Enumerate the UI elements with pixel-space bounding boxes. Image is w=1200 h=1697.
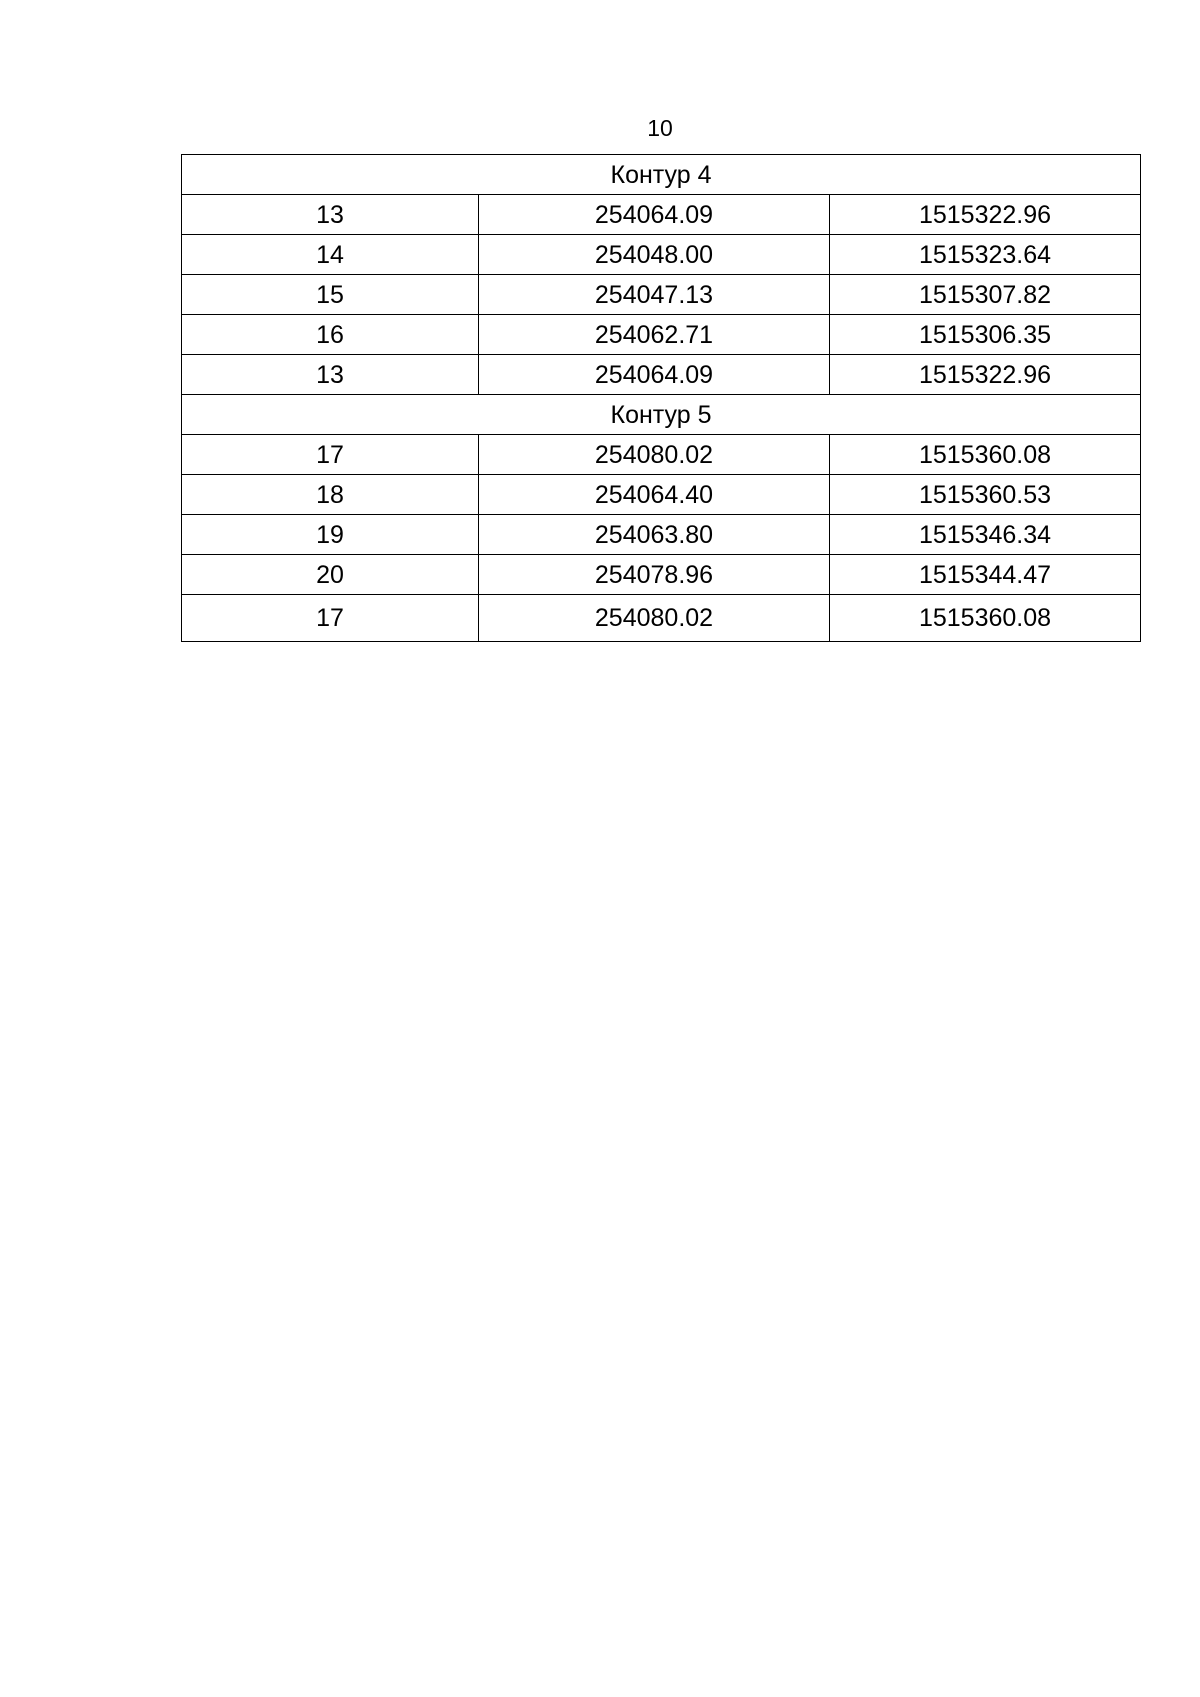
y-coordinate-cell: 1515360.08 — [830, 435, 1141, 475]
y-coordinate-cell: 1515344.47 — [830, 555, 1141, 595]
x-coordinate-cell: 254078.96 — [479, 555, 830, 595]
point-number-cell: 16 — [182, 315, 479, 355]
x-coordinate-cell: 254062.71 — [479, 315, 830, 355]
x-coordinate-cell: 254048.00 — [479, 235, 830, 275]
table-row — [182, 515, 1141, 555]
section-title: Контур 4 — [182, 155, 1141, 195]
table-row — [182, 475, 1141, 515]
table-row — [182, 235, 1141, 275]
point-number-cell: 20 — [182, 555, 479, 595]
table-row — [182, 275, 1141, 315]
x-coordinate-cell: 254064.09 — [479, 355, 830, 395]
section-header-row — [182, 155, 1141, 195]
y-coordinate-cell: 1515307.82 — [830, 275, 1141, 315]
y-coordinate-cell: 1515322.96 — [830, 355, 1141, 395]
x-coordinate-cell: 254080.02 — [479, 435, 830, 475]
x-coordinate-cell: 254080.02 — [479, 595, 830, 642]
table-row — [182, 355, 1141, 395]
point-number-cell: 17 — [182, 435, 479, 475]
y-coordinate-cell: 1515360.08 — [830, 595, 1141, 642]
y-coordinate-cell: 1515346.34 — [830, 515, 1141, 555]
x-coordinate-cell: 254063.80 — [479, 515, 830, 555]
table-row — [182, 315, 1141, 355]
table-row — [182, 435, 1141, 475]
y-coordinate-cell: 1515306.35 — [830, 315, 1141, 355]
y-coordinate-cell: 1515322.96 — [830, 195, 1141, 235]
y-coordinate-cell: 1515323.64 — [830, 235, 1141, 275]
section-title: Контур 5 — [182, 395, 1141, 435]
point-number-cell: 14 — [182, 235, 479, 275]
table-row — [182, 195, 1141, 235]
table-row — [182, 555, 1141, 595]
x-coordinate-cell: 254047.13 — [479, 275, 830, 315]
point-number-cell: 13 — [182, 355, 479, 395]
x-coordinate-cell: 254064.40 — [479, 475, 830, 515]
section-header-row — [182, 395, 1141, 435]
point-number-cell: 17 — [182, 595, 479, 642]
page-number: 10 — [647, 115, 673, 141]
x-coordinate-cell: 254064.09 — [479, 195, 830, 235]
point-number-cell: 18 — [182, 475, 479, 515]
point-number-cell: 19 — [182, 515, 479, 555]
y-coordinate-cell: 1515360.53 — [830, 475, 1141, 515]
point-number-cell: 15 — [182, 275, 479, 315]
coordinates-table — [181, 154, 1141, 642]
point-number-cell: 13 — [182, 195, 479, 235]
table-row — [182, 595, 1141, 642]
